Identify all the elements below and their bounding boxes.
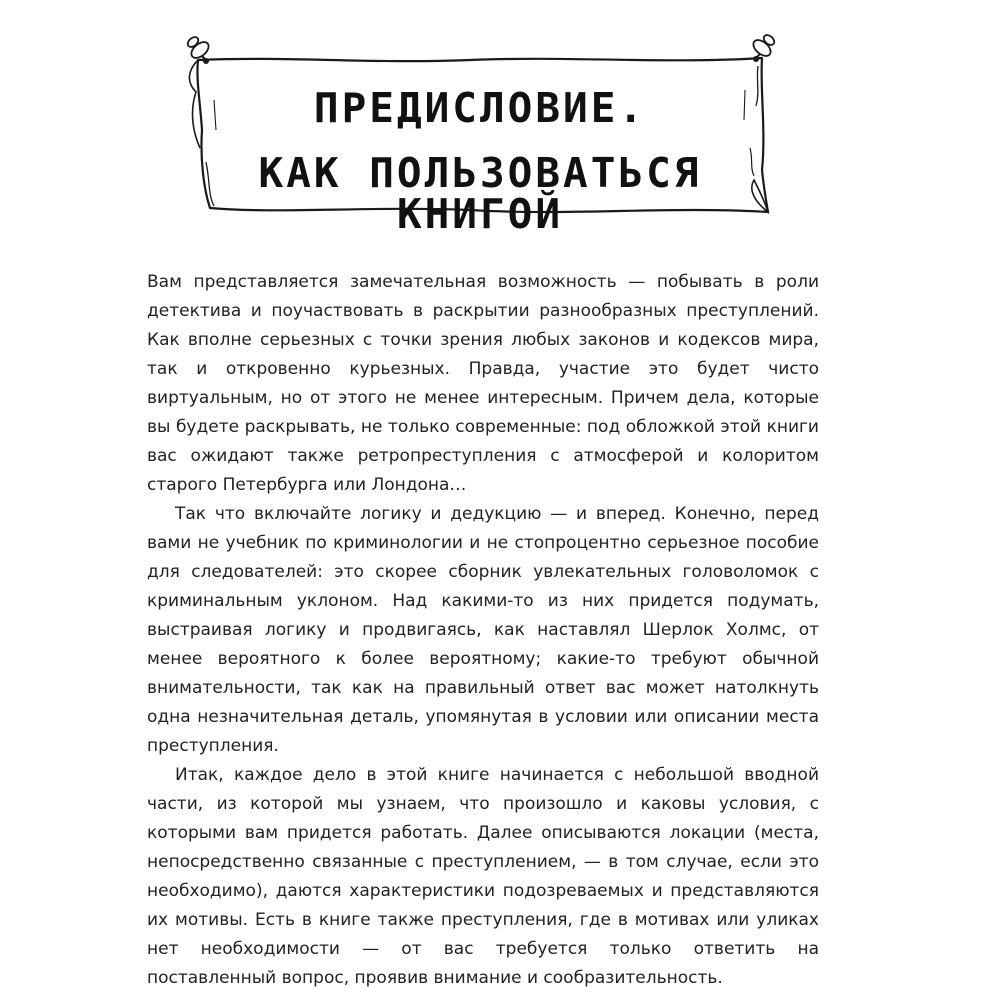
chapter-title-line-2: КАК ПОЛЬЗОВАТЬСЯ КНИГОЙ: [258, 149, 702, 238]
chapter-title-line-1: ПРЕДИСЛОВИЕ.: [313, 84, 647, 132]
title-banner: [170, 30, 790, 238]
paragraph-2: Так что включайте логику и дедукцию — и вперед. Конечно, перед вами не учебник по криминологии и не стопроцентно серьезное пособие для следователей: это скорее сборник увлекательных головоломок с криминальным уклоном. Над какими-то из них придется подумать, выстраивая логику и продвигаясь, как наставлял Шерлок Холмс, от менее вероятного к более вероятному; какие-то требуют обычной внимательности, так как на правильный ответ вас может натолкнуть одна незначительная деталь, упомянутая в условии или описании места преступления.: [147, 504, 819, 756]
preface-body: [147, 268, 819, 993]
paragraph-1: Вам представляется замечательная возможность — побывать в роли детектива и поучаствовать в раскрытии разнообразных преступлений. Как вполне серьезных с точки зрения любых законов и кодексов мира, так и откровенно курьезных. Правда, участие это будет чисто виртуальным, но от этого не менее интересным. Причем дела, которые вы будете раскрывать, не только современные: под обложкой этой книги вас ожидают также ретропреступления с атмосферой и колоритом старого Петербурга или Лондона…: [147, 272, 819, 495]
paragraph-3: Итак, каждое дело в этой книге начинается с небольшой вводной части, из которой мы узнаем, что произошло и каковы условия, с которыми вам придется работать. Далее описываются локации (места, непосредственно связанные с преступлением, — в том случае, если это необходимо), даются характеристики подозреваемых и представляются их мотивы. Есть в книге также преступления, где в мотивах или уликах нет необходимости — от вас требуется только ответить на поставленный вопрос, проявив внимание и сообразительность.: [147, 765, 819, 988]
right-pushpin-icon: [750, 33, 776, 62]
